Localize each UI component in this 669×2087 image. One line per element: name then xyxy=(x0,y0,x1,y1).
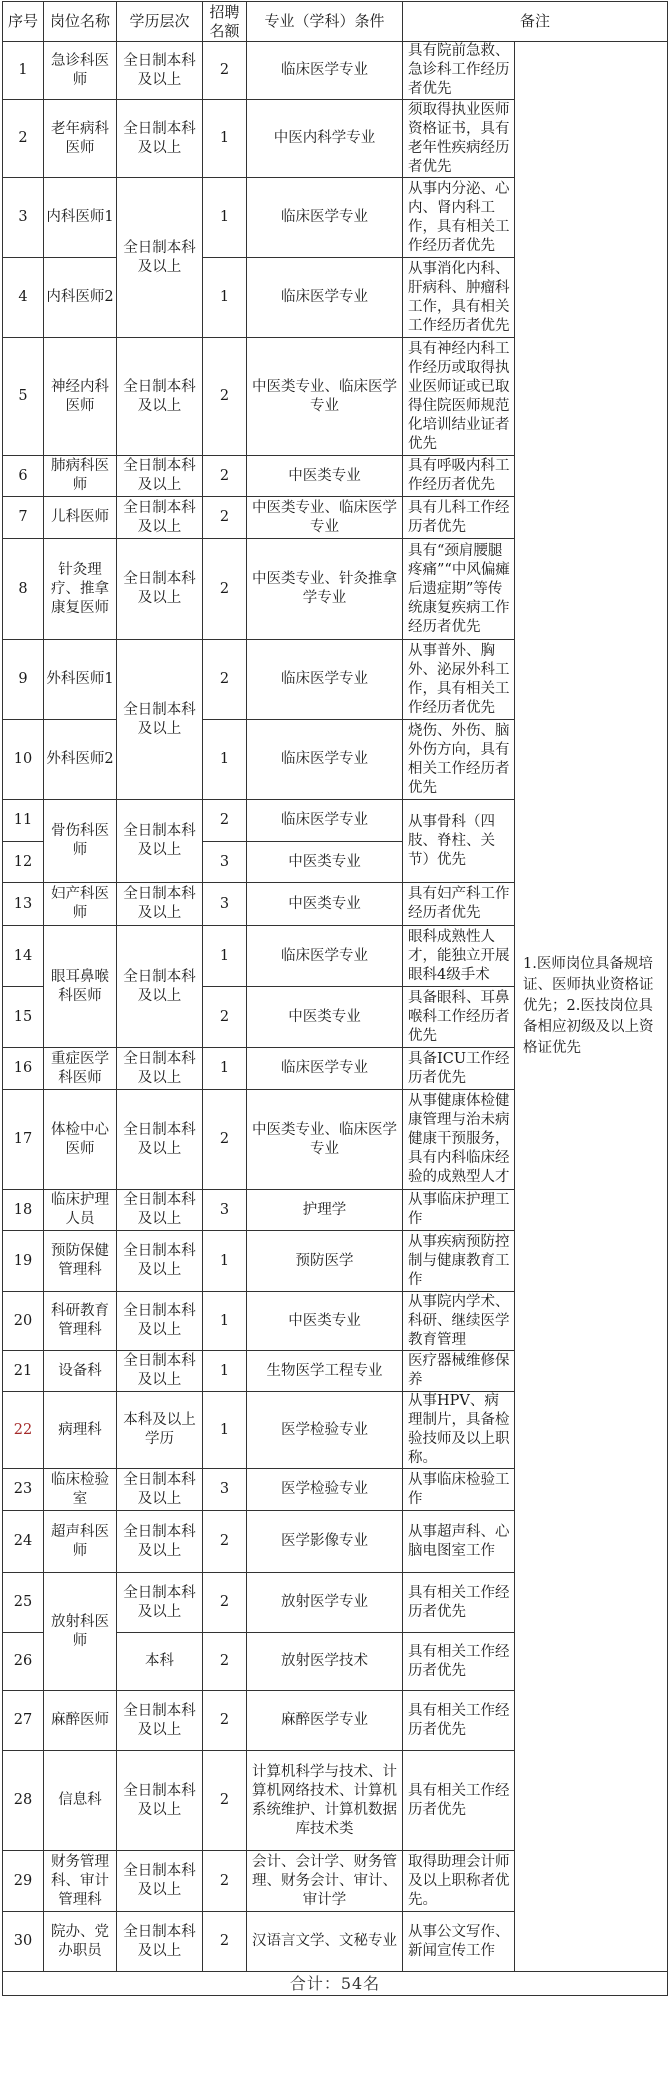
cell-edu: 本科 xyxy=(117,1633,203,1691)
cell-count: 2 xyxy=(203,1691,247,1751)
cell-no: 6 xyxy=(3,456,44,497)
cell-req: 具有神经内科工作经历或取得执业医师证或已取得住院医师规范化培训结业证者优先 xyxy=(403,338,515,456)
cell-major: 医学影像专业 xyxy=(247,1511,403,1573)
cell-major: 预防医学 xyxy=(247,1231,403,1292)
header-edu: 学历层次 xyxy=(117,2,203,42)
cell-no: 10 xyxy=(3,720,44,800)
cell-no: 18 xyxy=(3,1190,44,1231)
cell-major: 临床医学专业 xyxy=(247,640,403,720)
cell-req: 从事公文写作、新闻宣传工作 xyxy=(403,1912,515,1972)
cell-major: 临床医学专业 xyxy=(247,720,403,800)
cell-count: 1 xyxy=(203,1292,247,1351)
cell-no: 22 xyxy=(3,1392,44,1469)
header-no: 序号 xyxy=(3,2,44,42)
cell-count: 1 xyxy=(203,1351,247,1392)
cell-edu: 全日制本科及以上 xyxy=(117,1048,203,1090)
cell-no: 27 xyxy=(3,1691,44,1751)
cell-name: 病理科 xyxy=(44,1392,117,1469)
cell-req: 眼科成熟性人才，能独立开展眼科4级手术 xyxy=(403,926,515,987)
cell-name: 外科医师2 xyxy=(44,720,117,800)
cell-major: 计算机科学与技术、计算机网络技术、计算机系统维护、计算机数据库技术类 xyxy=(247,1751,403,1851)
cell-edu: 全日制本科及以上 xyxy=(117,1851,203,1912)
cell-no: 19 xyxy=(3,1231,44,1292)
cell-no: 23 xyxy=(3,1469,44,1511)
cell-no: 21 xyxy=(3,1351,44,1392)
cell-req: 从事健康体检健康管理与治未病健康干预服务，具有内科临床经验的成熟型人才 xyxy=(403,1090,515,1190)
cell-count: 2 xyxy=(203,1511,247,1573)
cell-name: 信息科 xyxy=(44,1751,117,1851)
cell-name: 设备科 xyxy=(44,1351,117,1392)
header-remark: 备注 xyxy=(403,2,668,42)
cell-edu: 全日制本科及以上 xyxy=(117,497,203,539)
cell-edu: 全日制本科及以上 xyxy=(117,1190,203,1231)
cell-count: 3 xyxy=(203,1469,247,1511)
cell-no: 29 xyxy=(3,1851,44,1912)
cell-name: 体检中心医师 xyxy=(44,1090,117,1190)
cell-edu: 全日制本科及以上 xyxy=(117,456,203,497)
cell-name: 肺病科医师 xyxy=(44,456,117,497)
cell-name: 内科医师1 xyxy=(44,178,117,258)
cell-name: 急诊科医师 xyxy=(44,42,117,100)
cell-req: 从事普外、胸外、泌尿外科工作，具有相关工作经历者优先 xyxy=(403,640,515,720)
cell-count: 2 xyxy=(203,1851,247,1912)
cell-req: 须取得执业医师资格证书，具有老年性疾病经历者优先 xyxy=(403,100,515,178)
cell-no: 3 xyxy=(3,178,44,258)
cell-no: 4 xyxy=(3,258,44,338)
cell-count: 3 xyxy=(203,1190,247,1231)
cell-req: 从事院内学术、科研、继续医学教育管理 xyxy=(403,1292,515,1351)
cell-req: 具有妇产科工作经历者优先 xyxy=(403,883,515,926)
cell-edu: 全日制本科及以上 xyxy=(117,640,203,800)
cell-no: 2 xyxy=(3,100,44,178)
cell-count: 1 xyxy=(203,720,247,800)
cell-major: 中医类专业 xyxy=(247,883,403,926)
cell-req: 具备ICU工作经历者优先 xyxy=(403,1048,515,1090)
cell-name: 放射科医师 xyxy=(44,1573,117,1691)
total-count: 合计：54名 xyxy=(3,1972,668,1996)
cell-count: 2 xyxy=(203,456,247,497)
cell-major: 放射医学专业 xyxy=(247,1573,403,1633)
cell-count: 1 xyxy=(203,100,247,178)
cell-count: 1 xyxy=(203,1231,247,1292)
cell-no: 15 xyxy=(3,987,44,1048)
cell-major: 中医类专业 xyxy=(247,456,403,497)
cell-name: 麻醉医师 xyxy=(44,1691,117,1751)
cell-edu: 本科及以上学历 xyxy=(117,1392,203,1469)
cell-req: 从事内分泌、心内、肾内科工作，具有相关工作经历者优先 xyxy=(403,178,515,258)
cell-name: 外科医师1 xyxy=(44,640,117,720)
cell-no: 12 xyxy=(3,842,44,883)
cell-name: 科研教育管理科 xyxy=(44,1292,117,1351)
cell-edu: 全日制本科及以上 xyxy=(117,338,203,456)
cell-major: 护理学 xyxy=(247,1190,403,1231)
cell-major: 汉语言文学、文秘专业 xyxy=(247,1912,403,1972)
cell-edu: 全日制本科及以上 xyxy=(117,1469,203,1511)
cell-no: 11 xyxy=(3,800,44,842)
cell-name: 院办、党办职员 xyxy=(44,1912,117,1972)
cell-edu: 全日制本科及以上 xyxy=(117,1751,203,1851)
cell-major: 临床医学专业 xyxy=(247,926,403,987)
cell-name: 超声科医师 xyxy=(44,1511,117,1573)
cell-count: 2 xyxy=(203,1573,247,1633)
cell-edu: 全日制本科及以上 xyxy=(117,1292,203,1351)
table-row xyxy=(3,42,668,100)
cell-no: 5 xyxy=(3,338,44,456)
cell-count: 2 xyxy=(203,640,247,720)
cell-major: 会计、会计学、财务管理、财务会计、审计、审计学 xyxy=(247,1851,403,1912)
cell-req: 从事临床检验工作 xyxy=(403,1469,515,1511)
cell-edu: 全日制本科及以上 xyxy=(117,1691,203,1751)
cell-name: 儿科医师 xyxy=(44,497,117,539)
cell-req: 医疗器械维修保养 xyxy=(403,1351,515,1392)
cell-req: 具有“颈肩腰腿疼痛”“中风偏瘫后遗症期”等传统康复疾病工作经历者优先 xyxy=(403,539,515,640)
cell-major: 临床医学专业 xyxy=(247,1048,403,1090)
cell-req: 取得助理会计师及以上职称者优先。 xyxy=(403,1851,515,1912)
cell-major: 医学检验专业 xyxy=(247,1469,403,1511)
cell-req: 具有相关工作经历者优先 xyxy=(403,1751,515,1851)
cell-edu: 全日制本科及以上 xyxy=(117,42,203,100)
cell-major: 中医内科学专业 xyxy=(247,100,403,178)
cell-major: 临床医学专业 xyxy=(247,258,403,338)
cell-edu: 全日制本科及以上 xyxy=(117,100,203,178)
cell-edu: 全日制本科及以上 xyxy=(117,1912,203,1972)
cell-req: 具有呼吸内科工作经历者优先 xyxy=(403,456,515,497)
cell-edu: 全日制本科及以上 xyxy=(117,800,203,883)
cell-count: 1 xyxy=(203,258,247,338)
cell-name: 针灸理疗、推拿康复医师 xyxy=(44,539,117,640)
cell-edu: 全日制本科及以上 xyxy=(117,539,203,640)
remark-note: 1.医师岗位具备规培证、医师执业资格证优先；2.医技岗位具备相应初级及以上资格证优先 xyxy=(515,42,668,1972)
cell-no: 16 xyxy=(3,1048,44,1090)
cell-major: 临床医学专业 xyxy=(247,178,403,258)
cell-name: 骨伤科医师 xyxy=(44,800,117,883)
cell-name: 重症医学科医师 xyxy=(44,1048,117,1090)
cell-count: 2 xyxy=(203,497,247,539)
cell-count: 2 xyxy=(203,338,247,456)
cell-no: 13 xyxy=(3,883,44,926)
cell-edu: 全日制本科及以上 xyxy=(117,1511,203,1573)
cell-name: 神经内科医师 xyxy=(44,338,117,456)
cell-name: 眼耳鼻喉科医师 xyxy=(44,926,117,1048)
cell-name: 老年病科医师 xyxy=(44,100,117,178)
cell-edu: 全日制本科及以上 xyxy=(117,1351,203,1392)
cell-no: 7 xyxy=(3,497,44,539)
cell-name: 临床检验室 xyxy=(44,1469,117,1511)
cell-major: 中医类专业、临床医学专业 xyxy=(247,338,403,456)
cell-name: 妇产科医师 xyxy=(44,883,117,926)
cell-req: 从事HPV、病理制片，具备检验技师及以上职称。 xyxy=(403,1392,515,1469)
cell-no: 9 xyxy=(3,640,44,720)
recruitment-table xyxy=(2,1,668,1996)
cell-major: 医学检验专业 xyxy=(247,1392,403,1469)
cell-req: 具备眼科、耳鼻喉科工作经历者优先 xyxy=(403,987,515,1048)
cell-major: 中医类专业 xyxy=(247,842,403,883)
cell-major: 放射医学技术 xyxy=(247,1633,403,1691)
cell-major: 中医类专业、临床医学专业 xyxy=(247,1090,403,1190)
cell-req: 从事疾病预防控制与健康教育工作 xyxy=(403,1231,515,1292)
cell-major: 麻醉医学专业 xyxy=(247,1691,403,1751)
cell-req: 具有院前急救、急诊科工作经历者优先 xyxy=(403,42,515,100)
cell-major: 生物医学工程专业 xyxy=(247,1351,403,1392)
cell-edu: 全日制本科及以上 xyxy=(117,883,203,926)
cell-req: 从事临床护理工作 xyxy=(403,1190,515,1231)
cell-major: 中医类专业 xyxy=(247,987,403,1048)
cell-major: 临床医学专业 xyxy=(247,800,403,842)
cell-count: 3 xyxy=(203,883,247,926)
cell-count: 1 xyxy=(203,1048,247,1090)
cell-no: 25 xyxy=(3,1573,44,1633)
cell-name: 财务管理科、审计管理科 xyxy=(44,1851,117,1912)
cell-req: 从事超声科、心脑电图室工作 xyxy=(403,1511,515,1573)
cell-major: 中医类专业、临床医学专业 xyxy=(247,497,403,539)
cell-req: 烧伤、外伤、脑外伤方向，具有相关工作经历者优先 xyxy=(403,720,515,800)
cell-name: 内科医师2 xyxy=(44,258,117,338)
cell-count: 2 xyxy=(203,1633,247,1691)
header-count: 招聘名额 xyxy=(203,2,247,42)
cell-no: 28 xyxy=(3,1751,44,1851)
cell-req: 具有相关工作经历者优先 xyxy=(403,1691,515,1751)
cell-name: 临床护理人员 xyxy=(44,1190,117,1231)
cell-count: 1 xyxy=(203,926,247,987)
header-row xyxy=(3,2,668,42)
cell-major: 中医类专业 xyxy=(247,1292,403,1351)
cell-edu: 全日制本科及以上 xyxy=(117,1231,203,1292)
cell-no: 17 xyxy=(3,1090,44,1190)
cell-major: 临床医学专业 xyxy=(247,42,403,100)
cell-req: 具有相关工作经历者优先 xyxy=(403,1573,515,1633)
cell-no: 20 xyxy=(3,1292,44,1351)
cell-no: 24 xyxy=(3,1511,44,1573)
cell-no: 14 xyxy=(3,926,44,987)
cell-count: 1 xyxy=(203,1392,247,1469)
cell-count: 2 xyxy=(203,987,247,1048)
cell-count: 2 xyxy=(203,42,247,100)
cell-edu: 全日制本科及以上 xyxy=(117,1573,203,1633)
cell-no: 26 xyxy=(3,1633,44,1691)
cell-count: 1 xyxy=(203,178,247,258)
cell-count: 2 xyxy=(203,1090,247,1190)
cell-count: 2 xyxy=(203,539,247,640)
cell-edu: 全日制本科及以上 xyxy=(117,926,203,1048)
cell-no: 30 xyxy=(3,1912,44,1972)
cell-req: 从事骨科（四肢、脊柱、关节）优先 xyxy=(403,800,515,883)
cell-count: 2 xyxy=(203,1751,247,1851)
cell-req: 具有相关工作经历者优先 xyxy=(403,1633,515,1691)
cell-edu: 全日制本科及以上 xyxy=(117,1090,203,1190)
cell-count: 2 xyxy=(203,800,247,842)
cell-major: 中医类专业、针灸推拿学专业 xyxy=(247,539,403,640)
cell-count: 2 xyxy=(203,1912,247,1972)
cell-no: 1 xyxy=(3,42,44,100)
header-major: 专业（学科）条件 xyxy=(247,2,403,42)
total-row xyxy=(3,1972,668,1996)
cell-req: 从事消化内科、肝病科、肿瘤科工作，具有相关工作经历者优先 xyxy=(403,258,515,338)
cell-edu: 全日制本科及以上 xyxy=(117,178,203,338)
cell-count: 3 xyxy=(203,842,247,883)
header-name: 岗位名称 xyxy=(44,2,117,42)
cell-no: 8 xyxy=(3,539,44,640)
cell-req: 具有儿科工作经历者优先 xyxy=(403,497,515,539)
cell-name: 预防保健管理科 xyxy=(44,1231,117,1292)
